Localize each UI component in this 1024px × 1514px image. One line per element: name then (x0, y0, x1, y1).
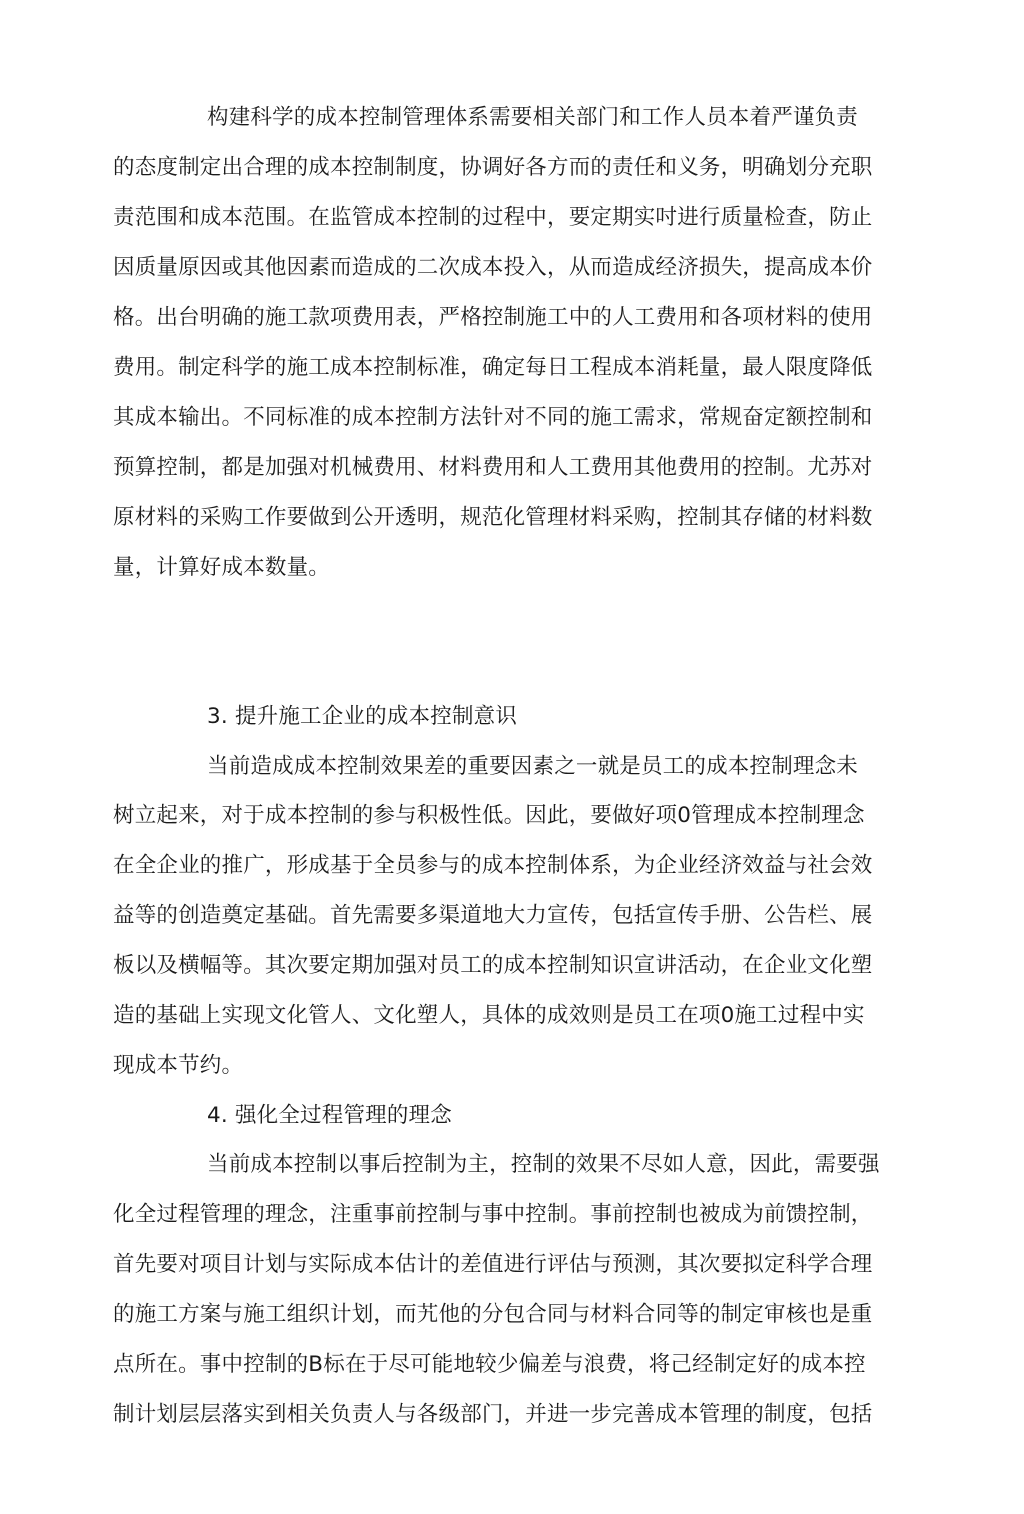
paragraph-3-line: 制计划层层落实到相关负责人与各级部门，并进一步完善成本管理的制度，包括 (113, 1402, 873, 1427)
paragraph-3-line: 点所在。事中控制的B标在于尽可能地较少偏差与浪费，将己经制定好的成本控 (113, 1352, 866, 1377)
paragraph-1-line: 构建科学的成本控制管理体系需要相关部门和工作人员本着严谨负责 (207, 105, 859, 130)
paragraph-1-line: 量，计算好成本数量。 (113, 555, 331, 580)
paragraph-2-line: 板以及横幅等。其次要定期加强对员工的成本控制知识宣讲活动，在企业文化塑 (113, 953, 873, 978)
section-heading-4: 4. 强化全过程管理的理念 (207, 1103, 452, 1128)
paragraph-3-line: 当前成本控制以事后控制为主，控制的效果不尽如人意，因此，需要强 (207, 1152, 880, 1177)
paragraph-1-line: 格。出台明确的施工款项费用表，严格控制施工中的人工费用和各项材料的使用 (113, 305, 873, 330)
paragraph-2-line: 益等的创造奠定基础。首先需要多渠道地大力宣传，包括宣传手册、公告栏、展 (113, 903, 873, 928)
paragraph-1-line: 费用。制定科学的施工成本控制标准，确定每日工程成本消耗量，最人限度降低 (113, 355, 873, 380)
paragraph-2-line: 树立起来，对于成本控制的参与积极性低。因此，要做好项0管理成本控制理念 (113, 803, 865, 828)
paragraph-1-line: 预算控制，都是加强对机械费用、材料费用和人工费用其他费用的控制。尤苏对 (113, 455, 873, 480)
paragraph-1-line: 责范围和成本范围。在监管成本控制的过程中，要定期实吋进行质量检查，防止 (113, 205, 873, 230)
paragraph-1-line: 因质量原因或其他因素而造成的二次成本投入，从而造成经济损失，提高成本价 (113, 255, 873, 280)
paragraph-3-line: 化全过程管理的理念，注重事前控制与事中控制。事前控制也被成为前馈控制， (113, 1202, 873, 1227)
paragraph-2-line: 现成本节约。 (113, 1053, 244, 1078)
paragraph-3-line: 的施工方案与施工组织计划，而艽他的分包合同与材料合同等的制定审核也是重 (113, 1302, 873, 1327)
paragraph-2-line: 造的基础上实现文化管人、文化塑人，具体的成效则是员工在项0施工过程中实 (113, 1003, 865, 1028)
paragraph-3-line: 首先要对项目计划与实际成本估计的差值进行评估与预测，其次要拟定科学合理 (113, 1252, 873, 1277)
paragraph-2-line: 当前造成成本控制效果差的重要因素之一就是员工的成本控制理念未 (207, 754, 859, 779)
paragraph-1-line: 原材料的采购工作要做到公开透明，规范化管理材料采购，控制其存储的材料数 (113, 505, 873, 530)
section-heading-3: 3. 提升施工企业的成本控制意识 (207, 704, 518, 729)
paragraph-1-line: 的态度制定出合理的成本控制制度，协调好各方而的责任和义务，明确划分充职 (113, 155, 873, 180)
paragraph-1-line: 其成本输出。不同标准的成本控制方法针对不同的施工需求，常规奋定额控制和 (113, 405, 873, 430)
paragraph-2-line: 在全企业的推广，形成基于全员参与的成本控制体系，为企业经济效益与社会效 (113, 853, 873, 878)
